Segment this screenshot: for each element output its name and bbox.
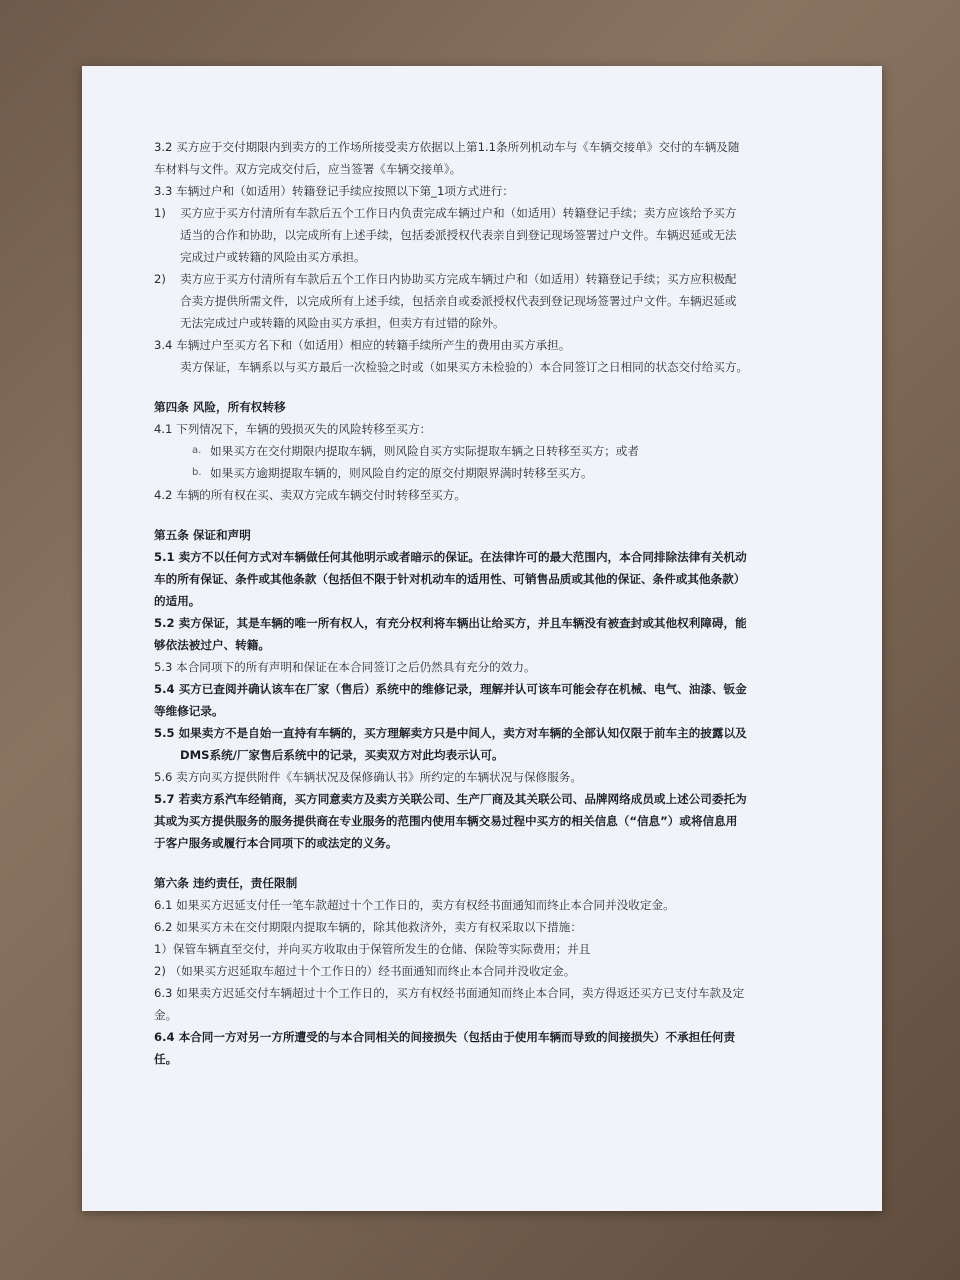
clause-3-3: 3.3 车辆过户和（如适用）转籍登记手续应按照以下第_1项方式进行： [154,184,514,198]
clause-3-2-line1: 3.2 买方应于交付期限内到卖方的工作场所接受卖方依据以上第1.1条所列机动车与《车辆交接单》交付的车辆及随 [154,140,740,154]
clause-5-4-line2: 等维修记录。 [154,704,224,718]
clause-4-1-a [154,440,834,462]
clause-6-3-line1: 6.3 如果卖方迟延交付车辆超过十个工作日的，买方有权经书面通知而终止本合同，卖方得返还买方已支付车款及定 [154,986,745,1000]
sub-letter: b. [192,467,202,478]
sub-letter: a. [192,445,202,456]
clause-5-3: 5.3 本合同项下的所有声明和保证在本合同签订之后仍然具有充分的效力。 [154,660,536,674]
clause-5-5-line2: DMS系统/厂家售后系统中的记录，买卖双方对此均表示认可。 [180,748,504,762]
clause-6-2: 6.2 如果买方未在交付期限内提取车辆的，除其他救济外，卖方有权采取以下措施： [154,920,582,934]
sub-text: 如果买方逾期提取车辆的，则风险自约定的原交付期限界满时转移至买方。 [210,466,593,480]
clause-6-2-1: 1）保管车辆直至交付，并向买方收取由于保管所发生的仓储、保险等实际费用；并且 [154,942,591,956]
clause-6-3-line2: 金。 [154,1008,178,1022]
item-line: 合卖方提供所需文件，以完成所有上述手续，包括亲自或委派授权代表到登记现场签署过户文件。车辆迟延或 [180,294,737,308]
clause-3-2-line2: 车材料与文件。双方完成交付后，应当签署《车辆交接单》。 [154,162,462,176]
clause-6-2-2: 2) （如果买方迟延取车超过十个工作日的）经书面通知而终止本合同并没收定金。 [154,964,576,978]
sub-text: 如果买方在交付期限内提取车辆，则风险自买方实际提取车辆之日转移至买方；或者 [210,444,639,458]
clause-5-1-line1: 5.1 卖方不以任何方式对车辆做任何其他明示或者暗示的保证。在法律许可的最大范围内，本合同排除法律有关机动 [154,550,747,564]
item-line: 完成过户或转籍的风险由买方承担。 [180,250,366,264]
clause-5-1-line3: 的适用。 [154,594,201,608]
item-line: 无法完成过户或转籍的风险由买方承担，但卖方有过错的除外。 [180,316,505,330]
clause-6-4-line2: 任。 [154,1052,178,1066]
clause-5-7-line1: 5.7 若卖方系汽车经销商，买方同意卖方及卖方关联公司、生产厂商及其关联公司、品牌网络成员或上述公司委托为 [154,792,747,806]
clause-5-7-line2: 其或为买方提供服务的服务提供商在专业服务的范围内使用车辆交易过程中买方的相关信息（“信息”）或将信息用 [154,814,738,828]
clause-3-3-item-2 [154,268,834,334]
contract-text [154,136,834,1070]
item-line: 卖方应于买方付清所有车款后五个工作日内协助买方完成车辆过户和（如适用）转籍登记手续；买方应积极配 [180,272,737,286]
clause-4-1: 4.1 下列情况下，车辆的毁损灭失的风险转移至买方： [154,422,432,436]
clause-3-4-warranty: 卖方保证，车辆系以与买方最后一次检验之时或（如果买方未检验的）本合同签订之日相同的状态交付给买方。 [180,360,749,374]
clause-3-3-item-1 [154,202,834,268]
item-line: 买方应于买方付清所有车款后五个工作日内负责完成车辆过户和（如适用）转籍登记手续；卖方应该给予买方 [180,206,737,220]
article-6-title: 第六条 违约责任，责任限制 [154,876,298,890]
item-line: 适当的合作和协助，以完成所有上述手续，包括委派授权代表亲自到登记现场签署过户文件。车辆迟延或无法 [180,228,737,242]
clause-3-4: 3.4 车辆过户至买方名下和（如适用）相应的转籍手续所产生的费用由买方承担。 [154,338,571,352]
clause-5-7-line3: 于客户服务或履行本合同项下的或法定的义务。 [154,836,398,850]
clause-6-1: 6.1 如果买方迟延支付任一笔车款超过十个工作日的，卖方有权经书面通知而终止本合同并没收定金。 [154,898,675,912]
clause-5-2-line2: 够依法被过户、转籍。 [154,638,270,652]
clause-6-4-line1: 6.4 本合同一方对另一方所遭受的与本合同相关的间接损失（包括由于使用车辆而导致的间接损失）不承担任何责 [154,1030,736,1044]
item-number: 1) [154,206,166,220]
clause-4-1-b [154,462,834,484]
item-number: 2) [154,272,166,286]
clause-4-2: 4.2 车辆的所有权在买、卖双方完成车辆交付时转移至买方。 [154,488,466,502]
contract-page [82,66,882,1211]
article-4-title: 第四条 风险，所有权转移 [154,400,286,414]
clause-5-4-line1: 5.4 买方已查阅并确认该车在厂家（售后）系统中的维修记录，理解并认可该车可能会存在机械、电气、油漆、钣金 [154,682,747,696]
clause-5-5-line1: 5.5 如果卖方不是自始一直持有车辆的，买方理解卖方只是中间人，卖方对车辆的全部认知仅限于前车主的披露以及 [154,726,747,740]
article-5-title: 第五条 保证和声明 [154,528,251,542]
clause-5-2-line1: 5.2 卖方保证，其是车辆的唯一所有权人，有充分权利将车辆出让给买方，并且车辆没有被查封或其他权利障碍，能 [154,616,747,630]
clause-5-1-line2: 车的所有保证、条件或其他条款（包括但不限于针对机动车的适用性、可销售品质或其他的保证、条件或其他条款） [154,572,746,586]
clause-5-6: 5.6 卖方向买方提供附件《车辆状况及保修确认书》所约定的车辆状况与保修服务。 [154,770,582,784]
